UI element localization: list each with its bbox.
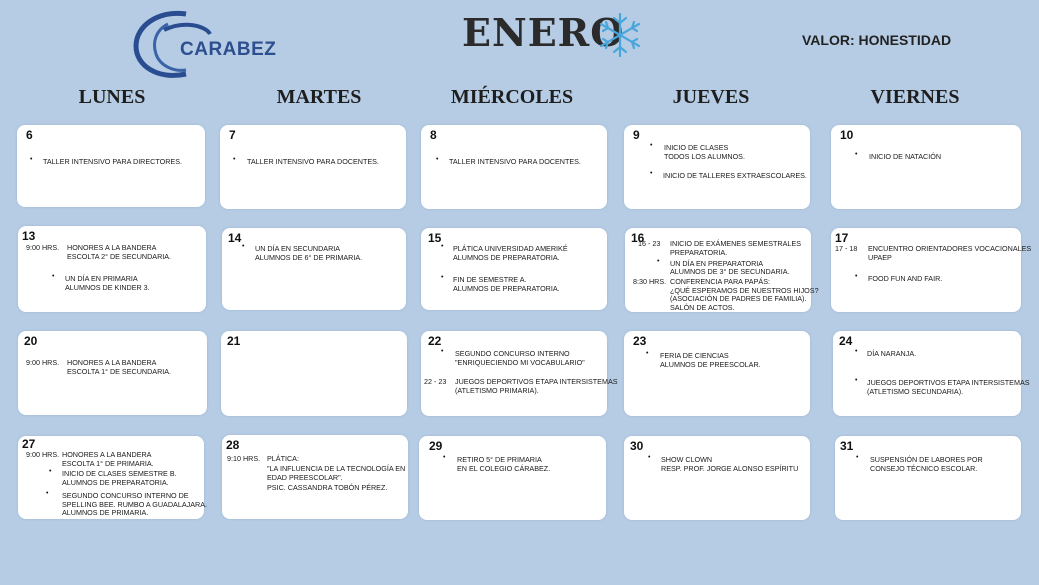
bullet-icon: • <box>441 348 444 355</box>
event-text: HONORES A LA BANDERA <box>62 450 152 459</box>
bullet-icon: • <box>233 156 236 163</box>
bullet-icon: • <box>856 454 859 461</box>
event-text: INICIO DE CLASES <box>664 143 729 152</box>
day-cell-8[interactable] <box>421 125 607 209</box>
event-text: (ATLETISMO SECUNDARIA). <box>867 387 964 396</box>
event-text: FIN DE SEMESTRE A. <box>453 275 527 284</box>
bullet-icon: • <box>46 490 49 497</box>
day-number: 30 <box>630 439 644 453</box>
day-cell-14[interactable] <box>222 228 406 310</box>
event-time: 9:00 HRS. <box>26 358 60 367</box>
event-date-range: 17 - 18 <box>835 244 858 253</box>
event-text: DÍA NARANJA. <box>867 349 917 358</box>
event-text: ALUMNOS DE 6° DE PRIMARIA. <box>255 253 363 262</box>
event-text: EDAD PREESCOLAR". <box>267 473 343 482</box>
bullet-icon: • <box>242 243 245 250</box>
event-text: ALUMNOS DE PREPARATORIA. <box>62 478 169 487</box>
event-text: JUEGOS DEPORTIVOS ETAPA INTERSISTEMAS <box>867 378 1030 387</box>
event-text: INICIO DE NATACIÓN <box>869 152 942 161</box>
weekday-thursday: JUEVES <box>672 86 750 108</box>
event-text: SPELLING BEE. RUMBO A GUADALAJARA. <box>62 500 207 509</box>
event-text: SALÓN DE ACTOS. <box>670 303 735 312</box>
day-number: 22 <box>428 334 442 348</box>
event-text: ALUMNOS DE PREPARATORIA. <box>453 284 560 293</box>
event-text: ALUMNOS DE 3° DE SECUNDARIA. <box>670 267 790 276</box>
event-text: CONSEJO TÉCNICO ESCOLAR. <box>870 464 978 473</box>
month-title: ENERO <box>462 10 625 55</box>
day-number: 8 <box>430 128 437 142</box>
event-text: PREPARATORIA. <box>670 248 728 257</box>
day-cell-15[interactable] <box>421 228 607 310</box>
event-text: UN DÍA EN PRIMARIA <box>65 274 138 283</box>
day-number: 29 <box>429 439 443 453</box>
event-text: SHOW CLOWN <box>661 455 713 464</box>
weekday-monday: LUNES <box>78 86 146 108</box>
day-cell-31[interactable] <box>835 436 1021 520</box>
event-text: PLÁTICA: <box>267 454 299 463</box>
event-text: (ATLETISMO PRIMARIA). <box>455 386 539 395</box>
day-number: 6 <box>26 128 33 142</box>
event-text: RETIRO 5° DE PRIMARIA <box>457 455 542 464</box>
bullet-icon: • <box>441 274 444 281</box>
bullet-icon: • <box>855 151 858 158</box>
event-text: ENCUENTRO ORIENTADORES VOCACIONALES <box>868 244 1032 253</box>
event-time: 9:00 HRS. <box>26 450 60 459</box>
event-text: EN EL COLEGIO CÁRABEZ. <box>457 464 551 473</box>
day-number: 24 <box>839 334 853 348</box>
event-text: HONORES A LA BANDERA <box>67 358 157 367</box>
bullet-icon: • <box>52 273 55 280</box>
day-cell-17[interactable] <box>831 228 1032 312</box>
event-text: HONORES A LA BANDERA <box>67 243 157 252</box>
event-time: 9:00 HRS. <box>26 243 60 252</box>
event-text: SEGUNDO CONCURSO INTERNO DE <box>62 491 189 500</box>
event-text: INICIO DE EXÁMENES SEMESTRALES <box>670 239 802 248</box>
school-logo <box>128 8 277 80</box>
bullet-icon: • <box>443 454 446 461</box>
event-time: 9:10 HRS. <box>227 454 261 463</box>
event-text: "ENRIQUECIENDO MI VOCABULARIO" <box>455 358 585 367</box>
event-text: TALLER INTENSIVO PARA DOCENTES. <box>449 157 581 166</box>
day-cell-16[interactable] <box>625 228 819 312</box>
event-text: JUEGOS DEPORTIVOS ETAPA INTERSISTEMAS <box>455 377 618 386</box>
day-cell-7[interactable] <box>220 125 406 209</box>
day-number: 28 <box>226 438 240 452</box>
day-cell-21[interactable] <box>221 331 407 416</box>
day-number: 9 <box>633 128 640 142</box>
event-text: ESCOLTA 2° DE SECUNDARIA. <box>67 252 172 261</box>
day-number: 10 <box>840 128 854 142</box>
day-cell-22[interactable] <box>421 331 618 416</box>
day-number: 7 <box>229 128 236 142</box>
weekday-friday: VIERNES <box>870 86 960 108</box>
event-text: INICIO DE TALLERES EXTRAESCOLARES. <box>663 171 807 180</box>
day-cell-29[interactable] <box>419 436 606 520</box>
event-text: ALUMNOS DE KINDER 3. <box>65 283 150 292</box>
day-number: 16 <box>631 231 645 245</box>
value-of-month: VALOR: HONESTIDAD <box>802 32 952 48</box>
event-date-range: 16 - 23 <box>638 239 661 248</box>
event-text: "LA INFLUENCIA DE LA TECNOLOGÍA EN <box>267 464 406 473</box>
event-text: TODOS LOS ALUMNOS. <box>664 152 745 161</box>
event-text: TALLER INTENSIVO PARA DOCENTES. <box>247 157 379 166</box>
event-date-range: 22 - 23 <box>424 377 447 386</box>
bullet-icon: • <box>650 170 653 177</box>
day-number: 17 <box>835 231 849 245</box>
event-text: SEGUNDO CONCURSO INTERNO <box>455 349 570 358</box>
event-text: INICIO DE CLASES SEMESTRE B. <box>62 469 177 478</box>
day-cell-13[interactable] <box>18 226 206 312</box>
day-cell-30[interactable] <box>624 436 810 520</box>
logo-text: CARABEZ <box>180 39 277 60</box>
event-text: ALUMNOS DE PREPARATORIA. <box>453 253 560 262</box>
weekday-wednesday: MIÉRCOLES <box>450 86 574 108</box>
weekday-tuesday: MARTES <box>276 86 362 108</box>
day-cell-9[interactable] <box>624 125 810 209</box>
event-text: SUSPENSIÓN DE LABORES POR <box>870 455 983 464</box>
event-text: UN DÍA EN PREPARATORIA <box>670 259 764 268</box>
event-text: FERIA DE CIENCIAS <box>660 351 729 360</box>
day-cell-23[interactable] <box>624 331 810 416</box>
bullet-icon: • <box>657 258 660 265</box>
event-text: ALUMNOS DE PREESCOLAR. <box>660 360 761 369</box>
event-text: FOOD FUN AND FAIR. <box>868 274 943 283</box>
event-text: PSIC. CASSANDRA TOBÓN PÉREZ. <box>267 483 388 492</box>
day-number: 20 <box>24 334 38 348</box>
event-text: (ASOCIACIÓN DE PADRES DE FAMILIA). <box>670 294 807 303</box>
event-text: TALLER INTENSIVO PARA DIRECTORES. <box>43 157 182 166</box>
event-text: ALUMNOS DE PRIMARIA. <box>62 508 149 517</box>
bullet-icon: • <box>436 156 439 163</box>
day-cell-10[interactable] <box>831 125 1021 209</box>
day-number: 31 <box>840 439 854 453</box>
event-text: ¿QUÉ ESPERAMOS DE NUESTROS HIJOS? <box>670 286 819 295</box>
day-number: 13 <box>22 229 36 243</box>
bullet-icon: • <box>855 273 858 280</box>
bullet-icon: • <box>650 142 653 149</box>
day-cell-6[interactable] <box>17 125 205 207</box>
event-text: UPAEP <box>868 253 892 262</box>
day-number: 23 <box>633 334 647 348</box>
day-number: 15 <box>428 231 442 245</box>
event-text: ESCOLTA 1° DE PRIMARIA. <box>62 459 154 468</box>
event-text: CONFERENCIA PARA PAPÁS: <box>670 277 770 286</box>
bullet-icon: • <box>648 454 651 461</box>
bullet-icon: • <box>441 243 444 250</box>
event-text: RESP. PROF. JORGE ALONSO ESPÍRITU <box>661 464 799 473</box>
day-number: 27 <box>22 437 36 451</box>
day-cell-27[interactable] <box>18 436 207 519</box>
bullet-icon: • <box>49 468 52 475</box>
bullet-icon: • <box>30 156 33 163</box>
event-text: UN DÍA EN SECUNDARIA <box>255 244 341 253</box>
bullet-icon: • <box>646 350 649 357</box>
event-text: PLÁTICA UNIVERSIDAD AMERIKÉ <box>453 244 568 253</box>
event-text: ESCOLTA 1° DE SECUNDARIA. <box>67 367 172 376</box>
day-cell-24[interactable] <box>833 331 1030 416</box>
bullet-icon: • <box>855 377 858 384</box>
day-number: 21 <box>227 334 241 348</box>
snowflake-icon <box>596 12 644 58</box>
bullet-icon: • <box>855 348 858 355</box>
day-number: 14 <box>228 231 242 245</box>
day-cell-28[interactable] <box>222 435 408 519</box>
day-cell-20[interactable] <box>18 331 207 415</box>
event-time: 8:30 HRS. <box>633 277 667 286</box>
